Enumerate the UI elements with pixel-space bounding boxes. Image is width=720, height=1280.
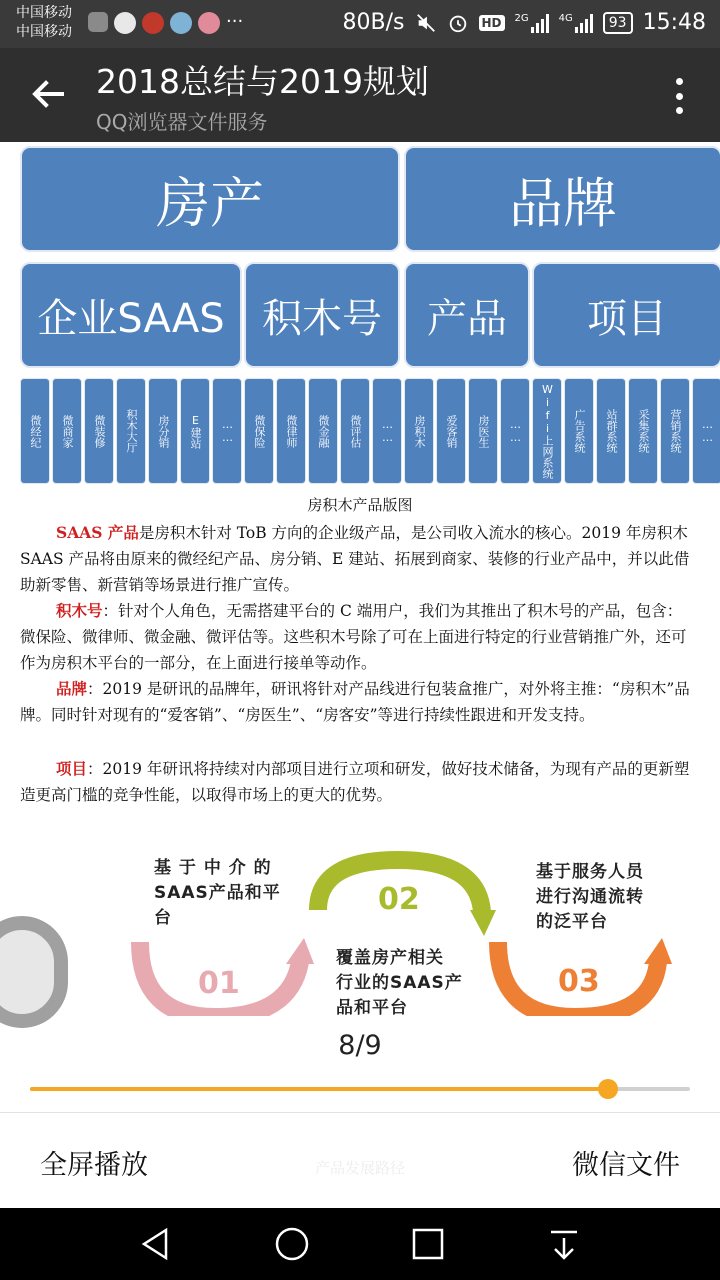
ghost-caption: 产品发展路径 <box>314 1159 405 1177</box>
document-subtitle: QQ浏览器文件服务 <box>96 110 268 134</box>
diagram-box-jimu-account: 积木号 <box>244 262 400 368</box>
arrow-03-head <box>644 938 672 964</box>
status-bar <box>0 0 720 48</box>
diagram-leaf: 房积木 <box>404 378 434 484</box>
notification-icons <box>88 12 243 34</box>
diagram-leaf: 微经纪 <box>20 378 50 484</box>
nav-home-icon[interactable] <box>274 1226 310 1262</box>
page-indicator: 8/9 <box>338 1030 382 1061</box>
paragraph-label: 品牌 <box>56 679 88 698</box>
diagram-leaf: …… <box>692 378 720 484</box>
diagram-box-brand: 品牌 <box>404 146 720 252</box>
step-01-text: 基 于 中 介 的 SAAS产品和平 台 <box>154 858 281 928</box>
back-arrow-icon[interactable] <box>28 74 68 114</box>
diagram-caption: 房积木产品版图 <box>307 496 413 514</box>
diagram-box-real-estate: 房产 <box>20 146 400 252</box>
alarm-icon <box>447 12 469 34</box>
page-slider[interactable] <box>30 1078 690 1100</box>
step-02-number: 02 <box>378 882 420 917</box>
pink-app-icon <box>198 12 220 34</box>
diagram-box-project: 项目 <box>532 262 720 368</box>
step-03-number: 03 <box>558 964 600 999</box>
paragraph-project <box>20 756 692 808</box>
arrow-01-head <box>286 938 314 964</box>
diagram-leaf: 微保险 <box>244 378 274 484</box>
diagram-leaf: 微金融 <box>308 378 338 484</box>
paragraph-label: 积木号 <box>56 601 103 620</box>
signal-1 <box>515 13 549 33</box>
nav-back-icon[interactable] <box>138 1226 174 1262</box>
diagram-leaf: 采集系统 <box>628 378 658 484</box>
paragraph-text: ：2019 是研讯的品牌年，研讯将针对产品线进行包装盒推广，对外将主推：“房积木”品牌。同时针对现有的“爱客销”、“房医生”、“房客安”等进行持续性跟进和开发支持。 <box>20 680 690 724</box>
mute-icon <box>415 12 437 34</box>
nav-recents-icon[interactable] <box>410 1226 446 1262</box>
signal-bars-icon <box>575 13 593 33</box>
net-type-1: 2G <box>514 12 529 24</box>
carrier-2: 中国移动 <box>16 24 72 40</box>
paragraph-label: 项目 <box>56 759 88 778</box>
chat-bubble-icon <box>114 12 136 34</box>
diagram-leaf: 微商家 <box>52 378 82 484</box>
step-02-text: 覆盖房产相关 行业的SAAS产 品和平台 <box>336 948 463 1016</box>
step-01-number: 01 <box>198 966 240 1001</box>
bottom-bar <box>0 1112 720 1208</box>
network-speed: 80B/s <box>342 10 405 35</box>
nav-notification-pull-icon[interactable] <box>546 1226 582 1262</box>
diagram-leaf: Wifi上网系统 <box>532 378 562 484</box>
battery-level: 93 <box>603 12 633 34</box>
paragraph-label: SAAS 产品 <box>56 523 139 542</box>
diagram-leaf: …… <box>212 378 242 484</box>
wechat-file-button[interactable]: 微信文件 <box>572 1150 680 1181</box>
slider-fill <box>30 1087 608 1091</box>
slider-thumb[interactable] <box>598 1079 618 1099</box>
net-type-2: 4G <box>558 12 573 24</box>
paragraph-brand <box>20 676 692 728</box>
more-notifications-icon: ··· <box>226 11 244 32</box>
red-app-icon <box>142 12 164 34</box>
diagram-leaf: …… <box>500 378 530 484</box>
diagram-leaf: 营销系统 <box>660 378 690 484</box>
step-03-text: 基于服务人员 进行沟通流转 的泛平台 <box>536 862 644 932</box>
hd-badge: HD <box>479 15 505 31</box>
diagram-leaf: 站群系统 <box>596 378 626 484</box>
signal-bars-icon <box>531 13 549 33</box>
carrier-1: 中国移动 <box>16 5 72 21</box>
more-options-icon[interactable] <box>676 78 684 114</box>
diagram-leaf: 房分销 <box>148 378 178 484</box>
document-title: 2018总结与2019规划 <box>96 62 429 101</box>
arrow-02-head <box>470 910 496 936</box>
signal-2 <box>559 13 593 33</box>
diagram-leaf: 爱客销 <box>436 378 466 484</box>
diagram-box-product: 产品 <box>404 262 530 368</box>
system-nav-bar <box>0 1208 720 1280</box>
document-viewport[interactable] <box>0 142 720 1016</box>
diagram-leaf: …… <box>372 378 402 484</box>
app-bar <box>0 48 720 142</box>
paragraph-text: ：2019 年研讯将持续对内部项目进行立项和研发，做好技术储备，为现有产品的更新塑造更高门槛的竞争性能，以取得市场上的更大的优势。 <box>20 760 690 804</box>
app-notification-icon <box>88 12 108 32</box>
paragraph-text: 是房积木针对 ToB 方向的企业级产品，是公司收入流水的核心。2019 年房积木 SAAS 产品将由原来的微经纪产品、房分销、E 建站、拓展到商家、装修的行业产品中，并以此借助新零售、新营销等场景进行推广宣传。 <box>20 524 690 594</box>
paragraph-text: ：针对个人角色，无需搭建平台的 C 端用户，我们为其推出了积木号的产品，包含：微保险、微律师、微金融、微评估等。这些积木号除了可在上面进行特定的行业营销推广外，还可作为房积木平台的一部分，在上面进行接单等动作。 <box>20 602 687 672</box>
diagram-box-enterprise-saas: 企业SAAS <box>20 262 242 368</box>
status-right <box>343 10 706 35</box>
paragraph-jimu-account <box>20 598 692 676</box>
diagram-leaf: 微评估 <box>340 378 370 484</box>
fullscreen-button[interactable]: 全屏播放 <box>40 1150 148 1181</box>
diagram-leaf: 微装修 <box>84 378 114 484</box>
paragraph-saas <box>20 520 692 598</box>
diagram-leaf: 积木大厅 <box>116 378 146 484</box>
diagram-leaf: 广告系统 <box>564 378 594 484</box>
diagram-leaf: 微律师 <box>276 378 306 484</box>
diagram-leaf: E建站 <box>180 378 210 484</box>
blue-app-icon <box>170 12 192 34</box>
carrier-info <box>16 4 72 42</box>
diagram-leaf: 房医生 <box>468 378 498 484</box>
clock: 15:48 <box>642 10 706 35</box>
